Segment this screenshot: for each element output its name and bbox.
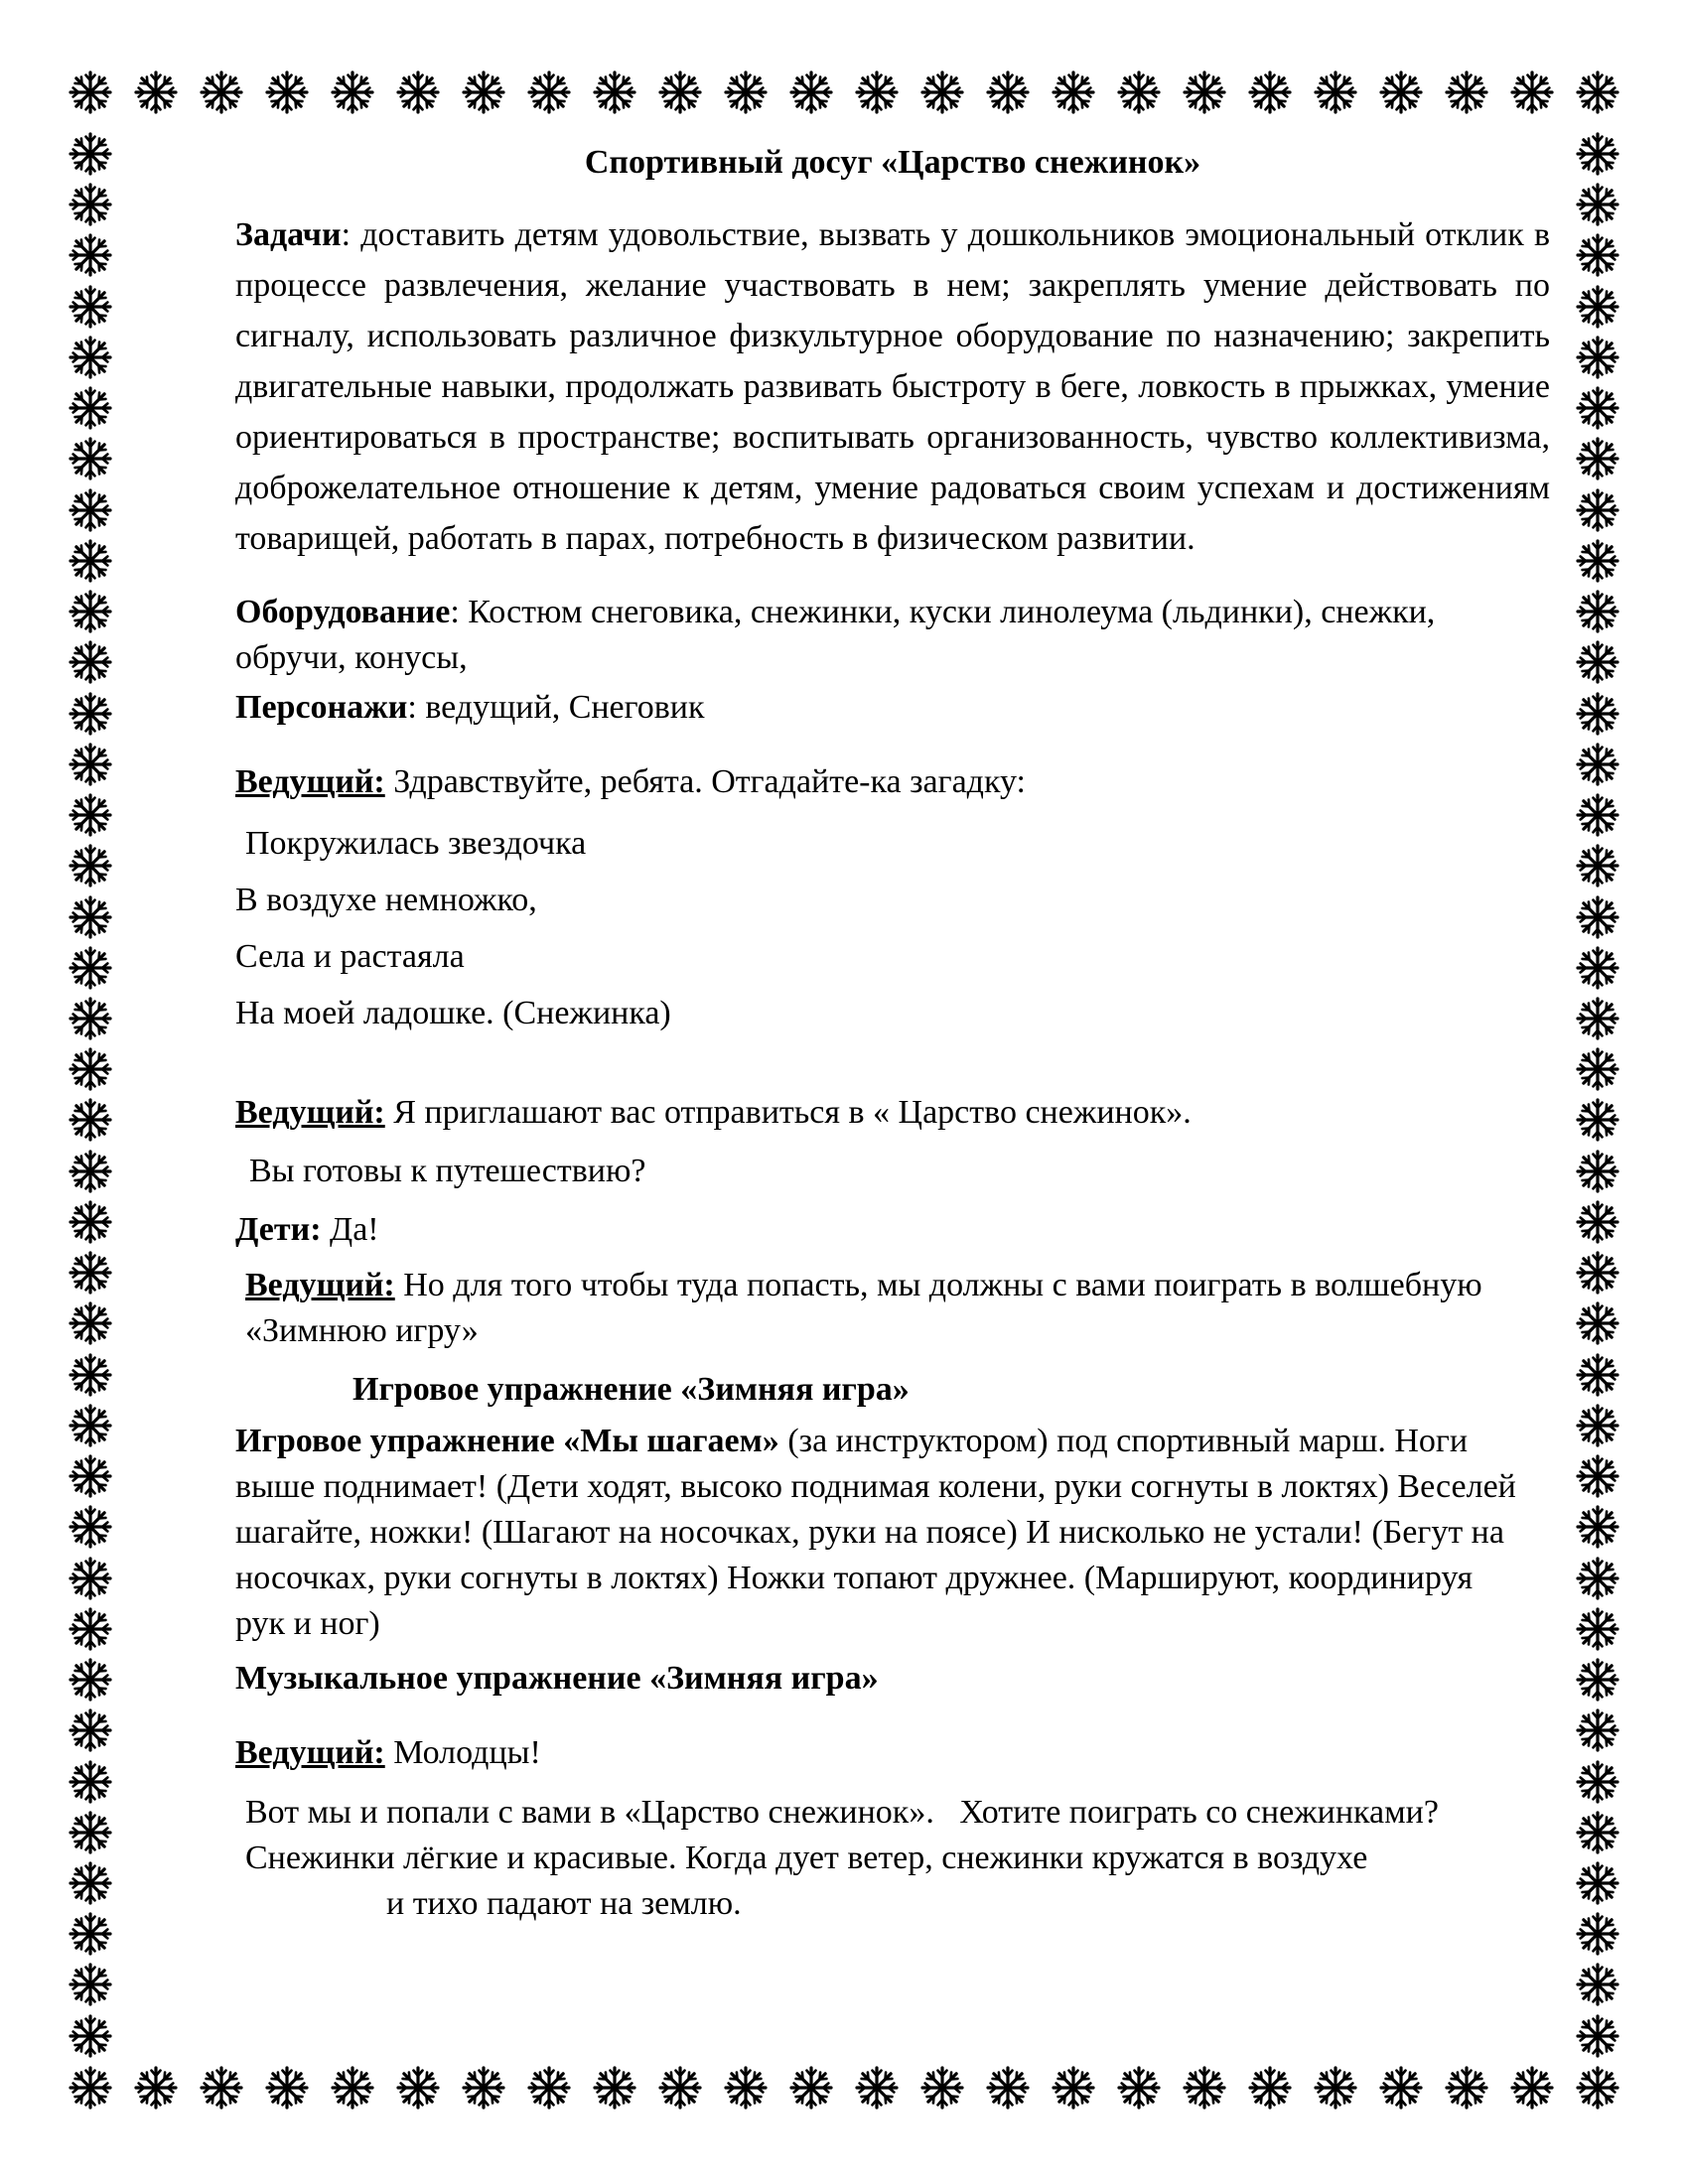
snowflake-icon xyxy=(68,1403,113,1448)
snowflake-icon xyxy=(1575,1149,1620,1194)
snowflake-icon xyxy=(1575,284,1620,330)
snowflake-icon xyxy=(657,69,703,115)
snowflake-icon xyxy=(657,2065,703,2111)
snowflake-icon xyxy=(592,69,637,115)
snowflake-icon xyxy=(1575,589,1620,634)
snowflake-icon xyxy=(68,1300,113,1346)
snowflake-icon xyxy=(919,69,965,115)
snowflake-icon xyxy=(1378,69,1424,115)
host-text: Молодцы! xyxy=(384,1734,541,1771)
snowflake-icon xyxy=(68,1504,113,1550)
snowflake-icon xyxy=(1575,1860,1620,1906)
snowflake-icon xyxy=(68,182,113,227)
snowflake-icon xyxy=(1575,843,1620,888)
host-text: Здравствуйте, ребята. Отгадайте-ка загадку: xyxy=(384,763,1026,800)
snowflake-icon xyxy=(1575,639,1620,685)
page-title: Спортивный досуг «Царство снежинок» xyxy=(584,144,1201,181)
snowflake-icon xyxy=(1575,1759,1620,1805)
snowflake-icon xyxy=(919,2065,965,2111)
snowflake-icon xyxy=(133,69,179,115)
snowflake-icon xyxy=(68,945,113,991)
snowflake-icon xyxy=(1575,1810,1620,1855)
snowflake-icon xyxy=(199,69,244,115)
snowflake-icon xyxy=(854,69,900,115)
tasks-paragraph xyxy=(235,209,1550,564)
snowflake-icon xyxy=(68,1810,113,1855)
snowflake-icon xyxy=(68,1453,113,1499)
snowflake-icon xyxy=(1575,945,1620,991)
snowflake-icon xyxy=(526,2065,572,2111)
snowflake-icon xyxy=(68,742,113,787)
border-bottom xyxy=(68,2065,1620,2111)
snowflake-icon xyxy=(985,69,1031,115)
snowflake-icon xyxy=(68,538,113,584)
snowflake-icon xyxy=(68,639,113,685)
final-text-2: и тихо падают на землю. xyxy=(386,1885,742,1922)
border-right xyxy=(1575,131,1620,2059)
snowflake-icon xyxy=(1575,436,1620,481)
snowflake-icon xyxy=(330,2065,375,2111)
host-speaker: Ведущий: xyxy=(235,1094,385,1131)
riddle-line: Села и растаяла xyxy=(235,938,465,975)
snowflake-icon xyxy=(330,69,375,115)
snowflake-icon xyxy=(1313,2065,1358,2111)
snowflake-icon xyxy=(1378,2065,1424,2111)
snowflake-icon xyxy=(395,2065,441,2111)
snowflake-icon xyxy=(68,691,113,737)
host-text: Я приглашают вас отправиться в « Царство снежинок». xyxy=(384,1094,1192,1131)
snowflake-icon xyxy=(1575,1352,1620,1398)
snowflake-icon xyxy=(1575,1606,1620,1652)
document-body xyxy=(235,137,1550,1927)
snowflake-icon xyxy=(68,284,113,330)
snowflake-icon xyxy=(1575,1962,1620,2007)
snowflake-icon xyxy=(68,1606,113,1652)
snowflake-icon xyxy=(1509,69,1555,115)
final-text-1: Вот мы и попали с вами в «Царство снежинок». Хотите поиграть со снежинками? Снежинки лёгкие и красивые. Когда дует ветер, снежинки кружатся в воздухе xyxy=(245,1794,1448,1876)
snowflake-icon xyxy=(68,335,113,380)
snowflake-icon xyxy=(1182,69,1227,115)
exercise-paragraph xyxy=(235,1419,1516,1647)
host-line-2b: Вы готовы к путешествию? xyxy=(249,1153,646,1189)
snowflake-icon xyxy=(68,843,113,888)
snowflake-icon xyxy=(1575,2065,1620,2111)
children-speaker: Дети: xyxy=(235,1211,322,1248)
snowflake-icon xyxy=(985,2065,1031,2111)
snowflake-icon xyxy=(68,1657,113,1703)
snowflake-icon xyxy=(1575,742,1620,787)
snowflake-icon xyxy=(1575,1556,1620,1601)
snowflake-icon xyxy=(1182,2065,1227,2111)
host-line-4 xyxy=(235,1727,1550,1778)
snowflake-icon xyxy=(264,2065,310,2111)
snowflake-icon xyxy=(1313,69,1358,115)
snowflake-icon xyxy=(1575,385,1620,431)
characters-text: : ведущий, Снеговик xyxy=(407,689,705,726)
snowflake-icon xyxy=(68,589,113,634)
snowflake-icon xyxy=(1575,1300,1620,1346)
border-top xyxy=(68,69,1620,115)
snowflake-icon xyxy=(1575,131,1620,177)
snowflake-icon xyxy=(1575,1097,1620,1143)
snowflake-icon xyxy=(1575,1504,1620,1550)
snowflake-icon xyxy=(1575,1250,1620,1296)
snowflake-icon xyxy=(1051,2065,1096,2111)
host-speaker: Ведущий: xyxy=(235,763,385,800)
snowflake-icon xyxy=(1575,1657,1620,1703)
snowflake-icon xyxy=(68,1250,113,1296)
riddle-block xyxy=(235,815,1550,1041)
equipment-paragraph xyxy=(235,590,1516,681)
host-line-1 xyxy=(235,756,1550,807)
exercise-label: Игровое упражнение «Мы шагаем» xyxy=(235,1423,779,1459)
children-text: Да! xyxy=(321,1211,379,1248)
snowflake-icon xyxy=(68,894,113,940)
snowflake-icon xyxy=(1575,2013,1620,2059)
snowflake-icon xyxy=(199,2065,244,2111)
snowflake-icon xyxy=(68,1046,113,1092)
host-text: Но для того чтобы туда попасть, мы должны с вами поиграть в волшебную «Зимнюю игру» xyxy=(245,1267,1482,1349)
snowflake-icon xyxy=(68,1962,113,2007)
snowflake-icon xyxy=(68,996,113,1041)
snowflake-icon xyxy=(1247,69,1293,115)
game-heading: Игровое упражнение «Зимняя игра» xyxy=(352,1371,910,1408)
snowflake-icon xyxy=(68,1759,113,1805)
snowflake-icon xyxy=(1116,69,1162,115)
snowflake-icon xyxy=(1575,996,1620,1041)
riddle-line: Покружилась звездочка xyxy=(245,825,587,862)
snowflake-icon xyxy=(1116,2065,1162,2111)
snowflake-icon xyxy=(788,69,834,115)
snowflake-icon xyxy=(1444,2065,1489,2111)
snowflake-icon xyxy=(68,1199,113,1245)
host-speaker: Ведущий: xyxy=(235,1734,385,1771)
snowflake-icon xyxy=(395,69,441,115)
snowflake-icon xyxy=(133,2065,179,2111)
children-line xyxy=(235,1204,1550,1255)
snowflake-icon xyxy=(461,69,506,115)
snowflake-icon xyxy=(68,1352,113,1398)
snowflake-icon xyxy=(1575,1046,1620,1092)
equipment-label: Оборудование xyxy=(235,594,451,630)
snowflake-icon xyxy=(68,131,113,177)
host-speaker: Ведущий: xyxy=(245,1267,395,1303)
snowflake-icon xyxy=(68,1911,113,1957)
snowflake-icon xyxy=(1575,335,1620,380)
snowflake-icon xyxy=(68,2013,113,2059)
snowflake-icon xyxy=(68,232,113,278)
characters-label: Персонажи xyxy=(235,689,408,726)
snowflake-icon xyxy=(68,1860,113,1906)
snowflake-icon xyxy=(1444,69,1489,115)
snowflake-icon xyxy=(68,385,113,431)
snowflake-icon xyxy=(68,436,113,481)
snowflake-icon xyxy=(1575,1199,1620,1245)
snowflake-icon xyxy=(788,2065,834,2111)
snowflake-icon xyxy=(68,1097,113,1143)
snowflake-icon xyxy=(592,2065,637,2111)
snowflake-icon xyxy=(68,2065,113,2111)
snowflake-icon xyxy=(1575,691,1620,737)
snowflake-icon xyxy=(854,2065,900,2111)
snowflake-icon xyxy=(723,69,769,115)
snowflake-icon xyxy=(1575,894,1620,940)
snowflake-icon xyxy=(526,69,572,115)
snowflake-icon xyxy=(1575,538,1620,584)
final-paragraph xyxy=(235,1790,1486,1927)
snowflake-icon xyxy=(264,69,310,115)
snowflake-icon xyxy=(68,1149,113,1194)
snowflake-icon xyxy=(1575,1911,1620,1957)
characters-paragraph xyxy=(235,685,1516,731)
tasks-label: Задачи xyxy=(235,216,342,253)
snowflake-icon xyxy=(1509,2065,1555,2111)
snowflake-icon xyxy=(1575,487,1620,533)
music-heading: Музыкальное упражнение «Зимняя игра» xyxy=(235,1660,879,1697)
snowflake-icon xyxy=(1575,792,1620,838)
snowflake-icon xyxy=(461,2065,506,2111)
snowflake-icon xyxy=(1575,232,1620,278)
snowflake-icon xyxy=(1575,182,1620,227)
snowflake-icon xyxy=(1575,1453,1620,1499)
snowflake-icon xyxy=(68,487,113,533)
snowflake-icon xyxy=(68,69,113,115)
tasks-text: : доставить детям удовольствие, вызвать у дошкольников эмоциональный отклик в процессе развлечения, желание участвовать в нем; закреплять умение действовать по сигналу, использовать различное физкультурное оборудование по назначению; закрепить двигательные навыки, продолжать развивать быстроту в беге, ловкость в прыжках, умение ориентироваться в пространстве; воспитывать организованность, чувство коллективизма, доброжелательное отношение к детям, умение радоваться своим успехам и достижениям товарищей, работать в парах, потребность в физическом развитии. xyxy=(235,216,1550,557)
host-line-2 xyxy=(235,1087,1550,1138)
snowflake-icon xyxy=(1575,1707,1620,1753)
snowflake-icon xyxy=(1575,69,1620,115)
equipment-text: : Костюм снеговика, снежинки, куски линолеума (льдинки), снежки, обручи, конусы, xyxy=(235,594,1436,676)
snowflake-icon xyxy=(1051,69,1096,115)
snowflake-icon xyxy=(68,792,113,838)
host-line-3 xyxy=(235,1263,1526,1354)
snowflake-icon xyxy=(1575,1403,1620,1448)
riddle-line: В воздухе немножко, xyxy=(235,882,537,918)
riddle-line: На моей ладошке. (Снежинка) xyxy=(235,995,671,1031)
snowflake-icon xyxy=(1247,2065,1293,2111)
border-left xyxy=(68,131,113,2059)
snowflake-icon xyxy=(68,1707,113,1753)
exercise-text: (за инструктором) под спортивный марш. Ноги выше поднимает! (Дети ходят, высоко поднимая колени, руки согнуты в локтях) Веселей шагайте, ножки! (Шагают на носочках, руки на поясе) И нисколько не устали! (Бегут на носочках, руки согнуты в локтях) Ножки топают дружнее. (Маршируют, координируя рук и ног) xyxy=(235,1423,1516,1642)
snowflake-icon xyxy=(723,2065,769,2111)
snowflake-icon xyxy=(68,1556,113,1601)
